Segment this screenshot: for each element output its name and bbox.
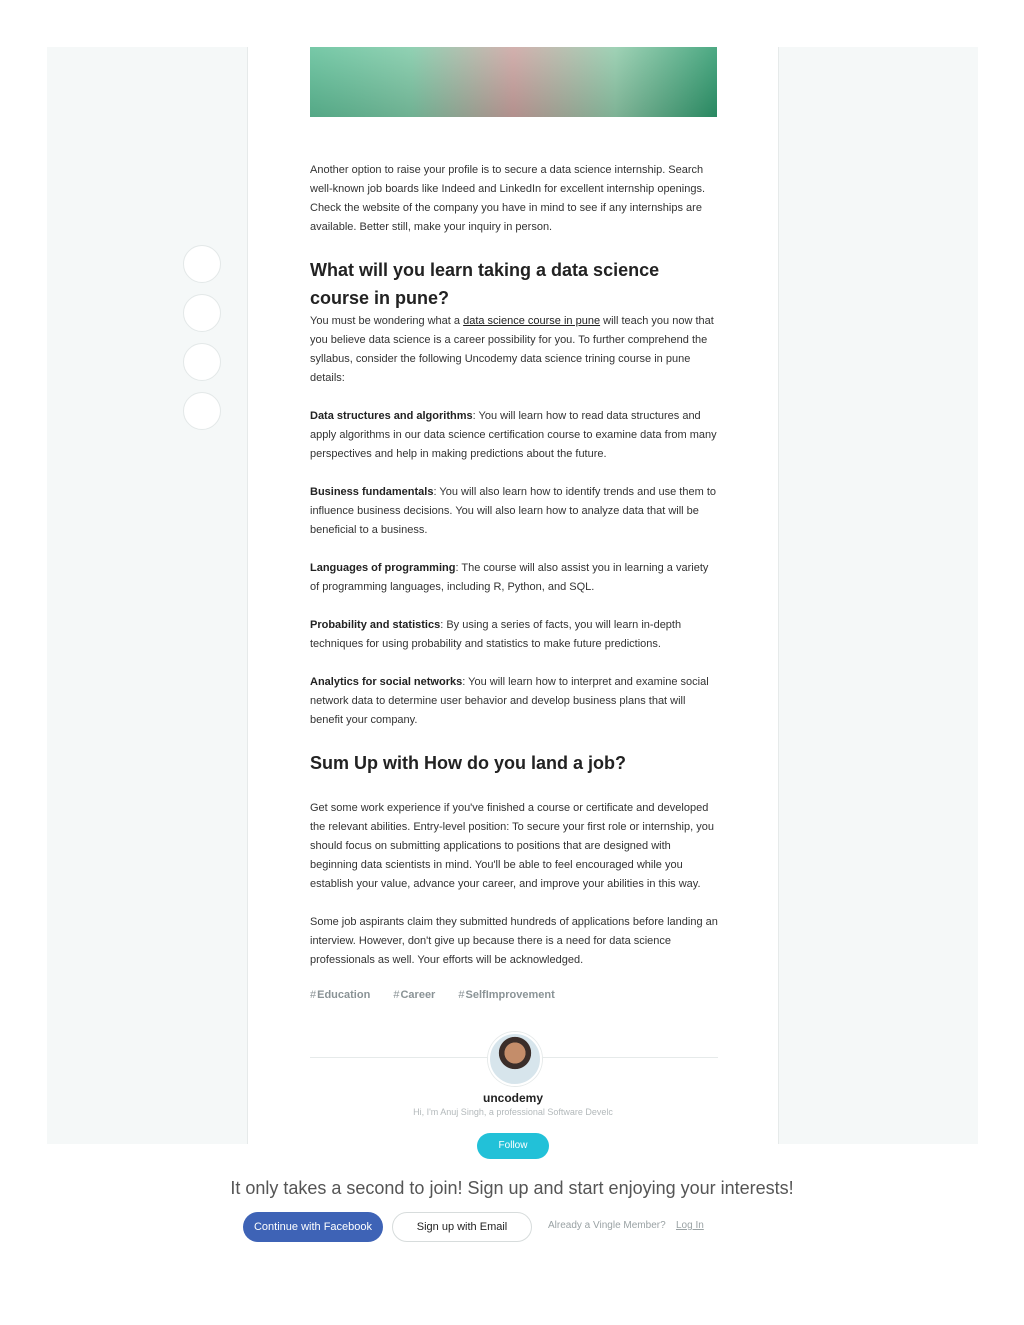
section-title: Probability and statistics <box>310 619 441 631</box>
author-name[interactable]: uncodemy <box>482 1091 543 1105</box>
share-circle-3[interactable] <box>183 343 221 381</box>
section-programming <box>310 559 718 597</box>
section-text: : You will learn how to interpret and examine social network data to determine user behavior and develop business plans that will benefit your company. <box>310 676 709 726</box>
tag-list <box>310 986 718 1005</box>
author-bio: Hi, I'm Anuj Singh, a professional Software Develc <box>413 1107 613 1117</box>
section-social-analytics <box>310 673 718 730</box>
tag-selfimprovement[interactable]: #SelfImprovement <box>458 989 555 1001</box>
section-text: : You will learn how to read data structures and apply algorithms in our data science certification course to examine data from many perspectives and help in making predictions about the future. <box>310 410 717 460</box>
section-title: Business fundamentals <box>310 486 434 498</box>
tag-label: Education <box>317 989 371 1001</box>
continue-with-facebook-button[interactable]: Continue with Facebook <box>243 1212 383 1242</box>
signup-title: It only takes a second to join! Sign up and start enjoying your interests! <box>230 1178 794 1198</box>
section-probability <box>310 616 718 654</box>
login-link[interactable]: Log In <box>676 1220 704 1231</box>
section-title: Analytics for social networks <box>310 676 463 688</box>
section-data-structures <box>310 407 718 464</box>
section-title: Languages of programming <box>310 562 456 574</box>
course-intro-paragraph <box>310 312 718 388</box>
heading-course-learn: What will you learn taking a data science course in pune? <box>310 260 660 308</box>
course-intro-text-1: You must be wondering what a <box>310 315 464 327</box>
tag-career[interactable]: #Career <box>393 989 436 1001</box>
share-circle-1[interactable] <box>183 245 221 283</box>
author-avatar[interactable] <box>488 1032 542 1086</box>
course-link[interactable]: data science course in pune <box>463 315 601 327</box>
course-intro-text-2: will teach you now that you believe data science is a career possibility for you. To further comprehend the syllabus, consider the following Uncodemy data science trining course in pune details: <box>310 315 714 384</box>
job-paragraph-2: Some job aspirants claim they submitted hundreds of applications before landing an interview. However, don't give up because there is a need for data science professionals as well. Your efforts will be acknowledged. <box>310 916 718 966</box>
article-column <box>247 47 779 1151</box>
heading-land-job: Sum Up with How do you land a job? <box>310 753 626 773</box>
section-text: : You will also learn how to identify trends and use them to influence business decisions. You will also learn how to analyze data that will be beneficial to a business. <box>310 486 716 536</box>
tag-education[interactable]: #Education <box>310 989 371 1001</box>
tag-label: Career <box>400 989 436 1001</box>
already-member-text: Already a Vingle Member? <box>548 1220 666 1231</box>
tag-label: SelfImprovement <box>465 989 555 1001</box>
share-circle-2[interactable] <box>183 294 221 332</box>
follow-button[interactable]: Follow <box>477 1133 549 1159</box>
job-paragraph-1: Get some work experience if you've finished a course or certificate and developed the relevant abilities. Entry-level position: To secure your first role or internship, you should focus on submitting applications to positions that are designed with beginning data scientists in mind. You'll be able to feel encouraged while you establish your value, advance your career, and improve your abilities in this way. <box>310 802 714 890</box>
section-business <box>310 483 718 540</box>
share-circle-4[interactable] <box>183 392 221 430</box>
section-text: : By using a series of facts, you will learn in-depth techniques for using probability and statistics to make future predictions. <box>310 619 682 650</box>
section-text: : The course will also assist you in learning a variety of programming languages, including R, Python, and SQL. <box>310 562 709 593</box>
signup-with-email-button[interactable]: Sign up with Email <box>392 1212 532 1242</box>
article-body <box>310 161 718 1005</box>
intro-paragraph: Another option to raise your profile is to secure a data science internship. Search well-known job boards like Indeed and LinkedIn for excellent internship openings. Check the website of the company you have in mind to see if any internships are available. Better still, make your inquiry in person. <box>310 164 706 233</box>
section-title: Data structures and algorithms <box>310 410 473 422</box>
article-hero-image <box>310 47 717 117</box>
